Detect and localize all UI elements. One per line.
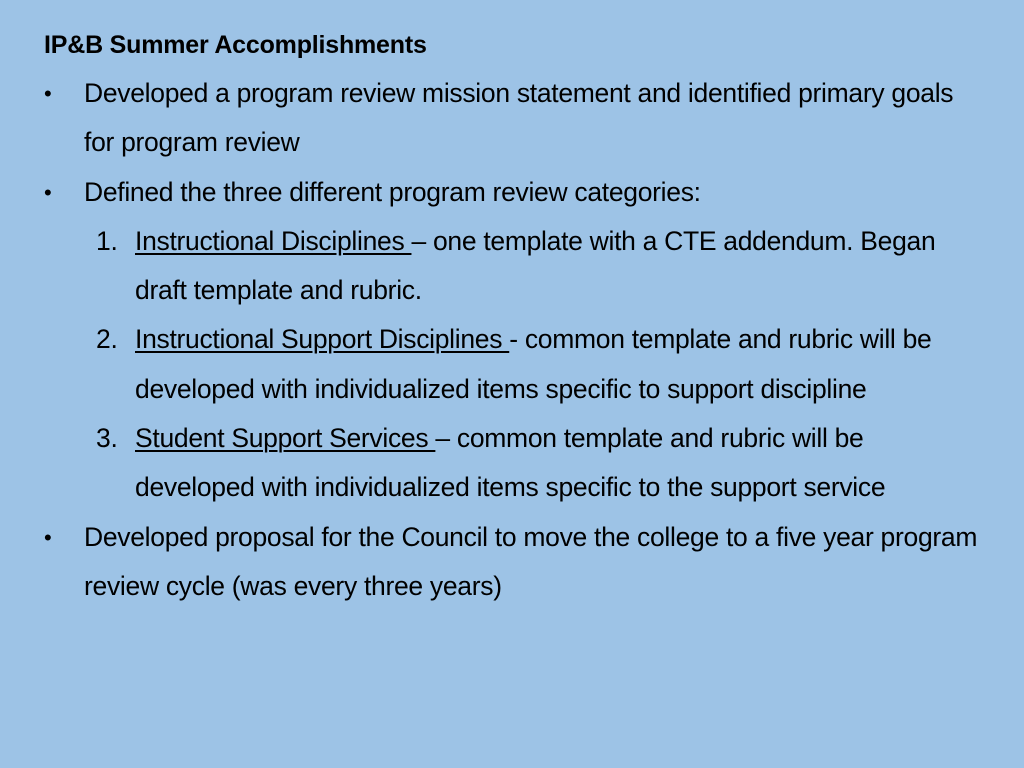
category-item (84, 217, 984, 316)
category-number: 1. (96, 225, 118, 256)
bullet-text: Developed proposal for the Council to move the college to a five year program review cycle (was every three years) (84, 521, 978, 601)
bullet-list (44, 69, 984, 611)
category-description: - common template and rubric will be developed with individualized items specific to support discipline (135, 324, 932, 404)
category-heading: Student Support Services (135, 423, 436, 454)
slide-title: IP&B Summer Accomplishments (44, 31, 427, 59)
bullet-marker: • (44, 524, 52, 550)
category-number: 2. (96, 324, 118, 355)
category-heading: Instructional Support Disciplines (135, 324, 510, 355)
bullet-text: Developed a program review mission statement and identified primary goals for program review (84, 78, 954, 158)
bullet-item (44, 69, 984, 168)
bullet-marker: • (44, 179, 52, 205)
category-item (84, 414, 984, 513)
bullet-marker: • (44, 81, 52, 106)
bullet-text: Defined the three different program review categories: (84, 176, 701, 207)
category-heading: Instructional Disciplines (135, 225, 412, 256)
bullet-item (44, 513, 984, 612)
category-list (84, 217, 984, 513)
category-item (84, 315, 984, 414)
category-description: – common template and rubric will be developed with individualized items specific to the support service (135, 423, 886, 503)
category-number: 3. (96, 423, 118, 454)
category-description: – one template with a CTE addendum. Began draft template and rubric. (135, 225, 936, 306)
bullet-item (44, 168, 984, 513)
